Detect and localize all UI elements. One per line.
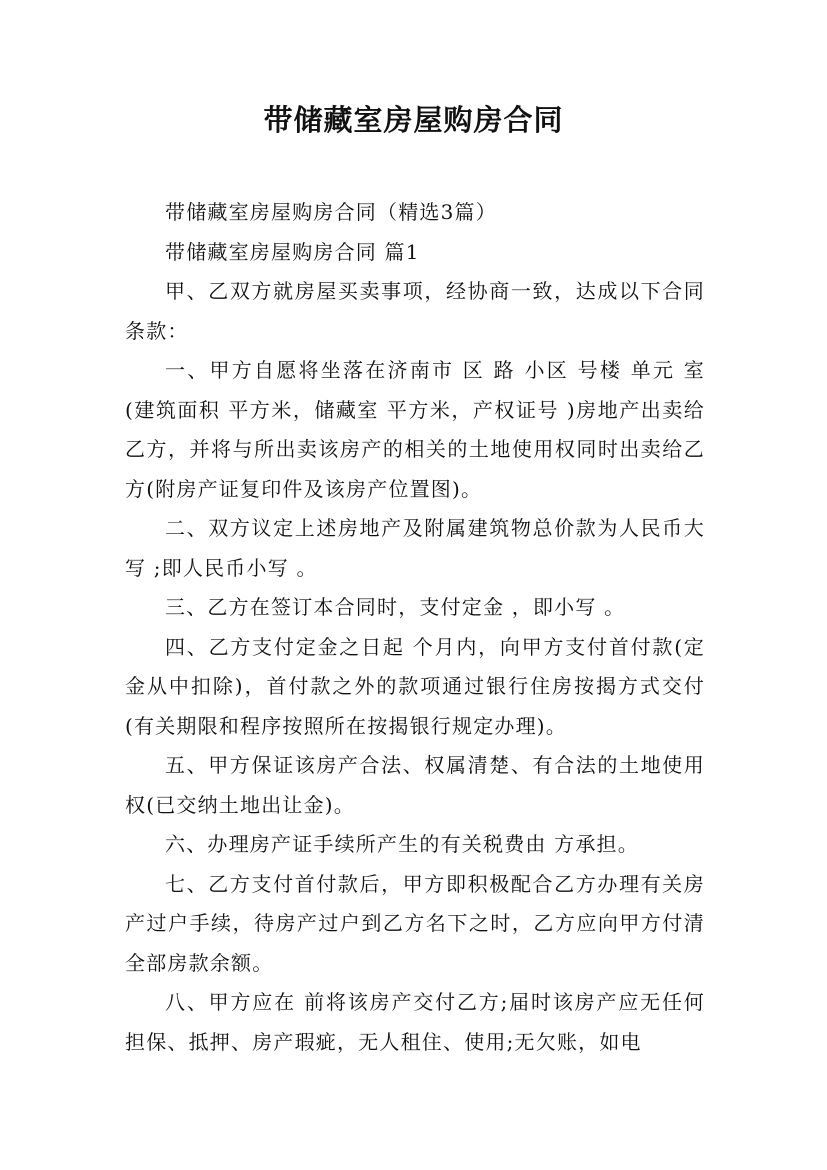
paragraph-subtitle: 带储藏室房屋购房合同（精选3篇） (165, 200, 497, 224)
paragraph-clause-6: 六、办理房产证手续所产生的有关税费由 方承担。 (165, 832, 639, 856)
paragraph-clause-4: 四、乙方支付定金之日起 个月内，向甲方支付首付款(定金从中扣除)，首付款之外的款项通过银行住房按揭方式交付(有关期限和程序按照所在按揭银行规定办理)。 (125, 634, 705, 738)
paragraph-clause-8: 八、甲方应在 前将该房产交付乙方;届时该房产应无任何担保、抵押、房产瑕疵，无人租住、使用;无欠账，如电 (125, 990, 705, 1054)
paragraph-clause-7: 七、乙方支付首付款后，甲方即积极配合乙方办理有关房产过户手续，待房产过户到乙方名下之时，乙方应向甲方付清全部房款余额。 (125, 871, 705, 975)
paragraph-clause-3: 三、乙方在签订本合同时，支付定金 ，即小写 。 (165, 595, 626, 619)
document-title: 带储藏室房屋购房合同 (263, 103, 564, 137)
paragraph-section-heading: 带储藏室房屋购房合同 篇1 (165, 239, 420, 264)
document-body (125, 193, 705, 1062)
paragraph-clause-2: 二、双方议定上述房地产及附属建筑物总价款为人民币大写 ;即人民币小写 。 (125, 516, 705, 580)
paragraph-clause-1: 一、甲方自愿将坐落在济南市 区 路 小区 号楼 单元 室(建筑面积 平方米，储藏室 平方米，产权证号 )房地产出卖给乙方，并将与所出卖该房产的相关的土地使用权同时出卖给乙方(附房产证复印件及该房产位置图)。 (125, 358, 705, 501)
paragraph-intro: 甲、乙双方就房屋买卖事项，经协商一致，达成以下合同条款： (125, 279, 705, 343)
paragraph-clause-5: 五、甲方保证该房产合法、权属清楚、有合法的土地使用权(已交纳土地出让金)。 (125, 753, 705, 817)
